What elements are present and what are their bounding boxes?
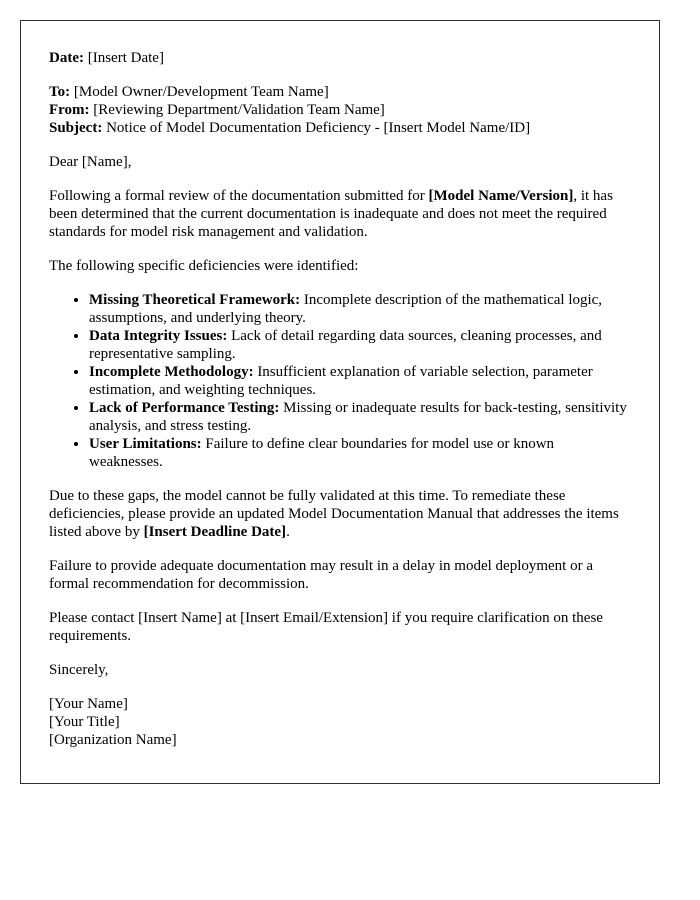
intro-text-after: , it has been determined that the current documentation is inadequate and does not meet the required standards for model risk management and validation. — [49, 188, 613, 240]
from-line — [49, 101, 631, 119]
deficiency-item — [89, 327, 631, 363]
deficiency-item — [89, 363, 631, 399]
deadline-date: [Insert Deadline Date] — [143, 524, 287, 540]
date-label: Date: — [49, 50, 84, 66]
model-name-version: [Model Name/Version] — [428, 188, 574, 204]
intro-text-before: Following a formal review of the documentation submitted for — [49, 188, 429, 204]
deficiency-title: Data Integrity Issues: — [89, 328, 228, 344]
deficiency-title: Incomplete Methodology: — [89, 364, 254, 380]
date-value: [Insert Date] — [83, 50, 164, 66]
deficiency-text: Incomplete description of the mathematical logic, assumptions, and underlying theory. — [89, 292, 603, 326]
contact-paragraph: Please contact [Insert Name] at [Insert Email/Extension] if you require clarification on these requirements. — [49, 610, 603, 644]
remediation-text-after: . — [286, 524, 290, 540]
signature-title: [Your Title] — [49, 714, 120, 730]
to-label: To: — [49, 84, 71, 100]
date-line — [49, 49, 631, 67]
subject-label: Subject: — [49, 120, 103, 136]
deficiency-text: Insufficient explanation of variable selection, parameter estimation, and weighting techniques. — [89, 364, 593, 398]
deficiency-item — [89, 291, 631, 327]
deficiency-item — [89, 399, 631, 435]
from-value: [Reviewing Department/Validation Team Name] — [89, 102, 385, 118]
deficiency-title: User Limitations: — [89, 436, 202, 452]
deficiency-title: Lack of Performance Testing: — [89, 400, 280, 416]
to-value: [Model Owner/Development Team Name] — [70, 84, 329, 100]
signature-block — [49, 695, 631, 749]
list-intro: The following specific deficiencies were identified: — [49, 258, 359, 274]
subject-line — [49, 119, 631, 137]
deficiency-list — [49, 291, 631, 471]
subject-value: Notice of Model Documentation Deficiency - [Insert Model Name/ID] — [102, 120, 531, 136]
deficiency-item — [89, 435, 631, 471]
to-line — [49, 83, 631, 101]
closing: Sincerely, — [49, 662, 109, 678]
remediation-text-before: Due to these gaps, the model cannot be fully validated at this time. To remediate these deficiencies, please provide an updated Model Documentation Manual that addresses the items listed above by — [49, 488, 619, 540]
consequence-paragraph: Failure to provide adequate documentation may result in a delay in model deployment or a formal recommendation for decommission. — [49, 558, 594, 592]
address-block — [49, 83, 631, 137]
salutation: Dear [Name], — [49, 154, 132, 170]
signature-organization: [Organization Name] — [49, 732, 177, 748]
intro-paragraph — [49, 187, 631, 241]
letter-document — [20, 20, 660, 784]
from-label: From: — [49, 102, 90, 118]
remediation-paragraph — [49, 487, 631, 541]
signature-name: [Your Name] — [49, 696, 128, 712]
deficiency-title: Missing Theoretical Framework: — [89, 292, 301, 308]
deficiency-text: Missing or inadequate results for back-testing, sensitivity analysis, and stress testing. — [89, 400, 627, 434]
deficiency-text: Lack of detail regarding data sources, cleaning processes, and representative sampling. — [89, 328, 602, 362]
deficiency-text: Failure to define clear boundaries for model use or known weaknesses. — [89, 436, 555, 470]
